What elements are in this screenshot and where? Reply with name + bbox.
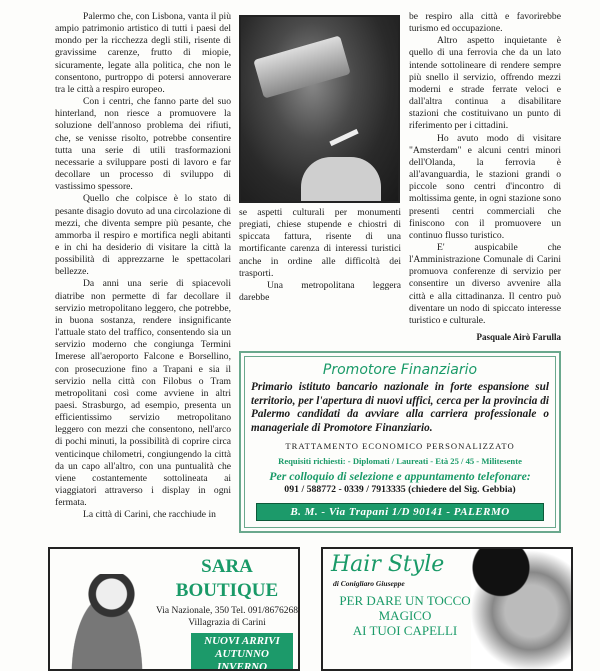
paragraph: Con i centri, che fanno parte del suo hinterland, non riesce a promuovere la soluzione dell'annoso problema dei rifiuti, che, se venisse risolto, potrebbe consentire tutta una serie di utili trasformazioni necessarie a sviluppare posti di lavoro e far decollare un processo di sviluppo di vastissimo spessore. bbox=[55, 96, 231, 193]
boutique-info bbox=[154, 555, 300, 671]
article-column-right bbox=[409, 11, 561, 343]
ad-title: Promotore Finanziario bbox=[322, 362, 478, 379]
article-column-left bbox=[55, 11, 231, 522]
hand-image bbox=[301, 157, 381, 203]
article-center bbox=[239, 11, 401, 304]
address-line: Via Nazionale, 350 Tel. 091/8676268 bbox=[155, 605, 299, 616]
promo-line: NUOVI ARRIVI bbox=[204, 634, 280, 647]
bottom-ads bbox=[0, 533, 600, 671]
ad-sara-boutique bbox=[48, 547, 300, 671]
paragraph: Una metropolitana leggera darebbe bbox=[239, 279, 401, 304]
ad-hair-style bbox=[321, 547, 573, 671]
paragraph: Altro aspetto inquietante è quello di una ferrovia che da un lato intende sottolineare di rendere sempre più snello il servizio, offrendo mezzi moderni e strade ferrate veloci e dall'altra continua a disabilitare stazioni che costituivano un punto di riferimento per i cittadini. bbox=[409, 35, 561, 132]
salon-owner: di Conigliaro Giuseppe bbox=[333, 578, 405, 588]
article-photo-tram-man bbox=[239, 15, 400, 203]
ad-treatment: TRATTAMENTO ECONOMICO PERSONALIZZATO bbox=[285, 440, 515, 451]
article-column-mid bbox=[239, 207, 401, 304]
slogan-line: PER DARE UN TOCCO bbox=[339, 592, 471, 608]
boutique-name: SARA BOUTIQUE bbox=[175, 555, 279, 601]
tram-image bbox=[253, 35, 351, 98]
boutique-address bbox=[154, 605, 300, 629]
paragraph: Ho avuto modo di visitare "Amsterdam" e alcuni centri minori dell'Olanda, la ferrovia è all'avanguardia, le stazioni grandi o piccole sono centri d'incontro di moltissima gente, in ogni stazione sono presenti centri commerciali che finiscono con il promuovere un continuo flusso turistico. bbox=[409, 132, 561, 241]
cigarette-image bbox=[329, 129, 358, 146]
paragraph: Quello che colpisce è lo stato di pesante disagio dovuto ad una circolazione di mezzi, che diventa sempre più pesante, che ammorba il respiro e mortifica negli abitanti e in chi ha desiderio di visitare la città la possibilità di apprezzarne le spettacolari bellezze. bbox=[55, 193, 231, 278]
paragraph: E' auspicabile che l'Amministrazione Comunale di Carini promuova conferenze di servizio per consentire un diverso avvenire alla città e alla cittadinanza. Il centro può diventare un nodo di spiccato interesse turistico e culturale. bbox=[409, 241, 561, 326]
woman-hair-photo bbox=[471, 549, 571, 671]
paragraph: se aspetti culturali per monumenti pregiati, chiese stupende e chiostri di spiccata fattura, risente di una mortificante carenza di interessi turistici anche in ordine alle difficoltà dei trasporti. bbox=[239, 207, 401, 279]
paragraph: La città di Carini, che racchiude in bbox=[83, 509, 216, 521]
paragraph: Da anni una serie di spiacevoli diatribe non permette di far decollare il servizio metropolitano leggero, che potrebbe, in buona sostanza, rendere insignificante l'attuale stato del traffico, consentendo sia un servizio moderno che congiunga Termini Imerese all'aeroporto Falcone e Borsellino, con prosecuzione fino a Trapani e sia il servizio nella città con Filobus o Tram metropolitani così come avviene in altri paesi. Strasburgo, ad esempio, presenta un efficientissimo servizio metropolitano leggero con mezzi che consentono, nell'arco di pochi minuti, la possibilità di coprire circa venticinque chilometri, congiungendo la città da un capo all'altro, con una puntualità che viene costantemente sottolineata ai viaggiatori attraverso i display in ogni fermata. bbox=[55, 278, 231, 509]
ad-promotore-finanziario bbox=[239, 351, 561, 532]
salon-title: Hair Style bbox=[331, 551, 445, 577]
paragraph: be respiro alla città e favorirebbe turismo ed occupazione. bbox=[409, 11, 561, 35]
ad-requirements: Requisiti richiesti: - Diplomati / Laureati - Età 25 / 45 - Militesente bbox=[278, 455, 522, 466]
ad-address: B. M. - Via Trapani 1/D 90141 - PALERMO bbox=[256, 503, 544, 521]
promo-line: AUTUNNO bbox=[215, 647, 269, 660]
salon-info bbox=[331, 551, 479, 638]
paragraph: Palermo che, con Lisbona, vanta il più ampio patrimonio artistico di tutti i paesi del mondo per la ricchezza degli stili, risente di gravissime carenze, frutto di miopie, sicuramente, legate alla politica, che non le consentono, purtroppo di potersi annoverare tra le città a respiro europeo. bbox=[55, 11, 231, 95]
promo-banner bbox=[191, 633, 293, 671]
author-signature: Pasquale Airò Farulla bbox=[476, 332, 561, 343]
slogan-line: AI TUOI CAPELLI bbox=[352, 622, 458, 638]
address-line: Villagrazia di Carini bbox=[188, 617, 266, 628]
woman-photo bbox=[62, 574, 152, 671]
slogan-line: MAGICO bbox=[378, 607, 432, 623]
promo-line: INVERNO bbox=[216, 660, 268, 671]
ad-phones: 091 / 588772 - 0339 / 7913335 (chiedere del Sig. Gebbia) bbox=[284, 483, 516, 495]
ad-call: Per colloquio di selezione e appuntamento telefonare: bbox=[269, 468, 531, 483]
salon-slogan bbox=[331, 593, 479, 638]
ad-body: Primario istituto bancario nazionale in forte espansione sul territorio, per l'apertura di nuovi uffici, cerca per la provincia di Palermo candidati da avviare alla carriera professionale o manageriale di Promotore Finanziario. bbox=[251, 381, 549, 434]
